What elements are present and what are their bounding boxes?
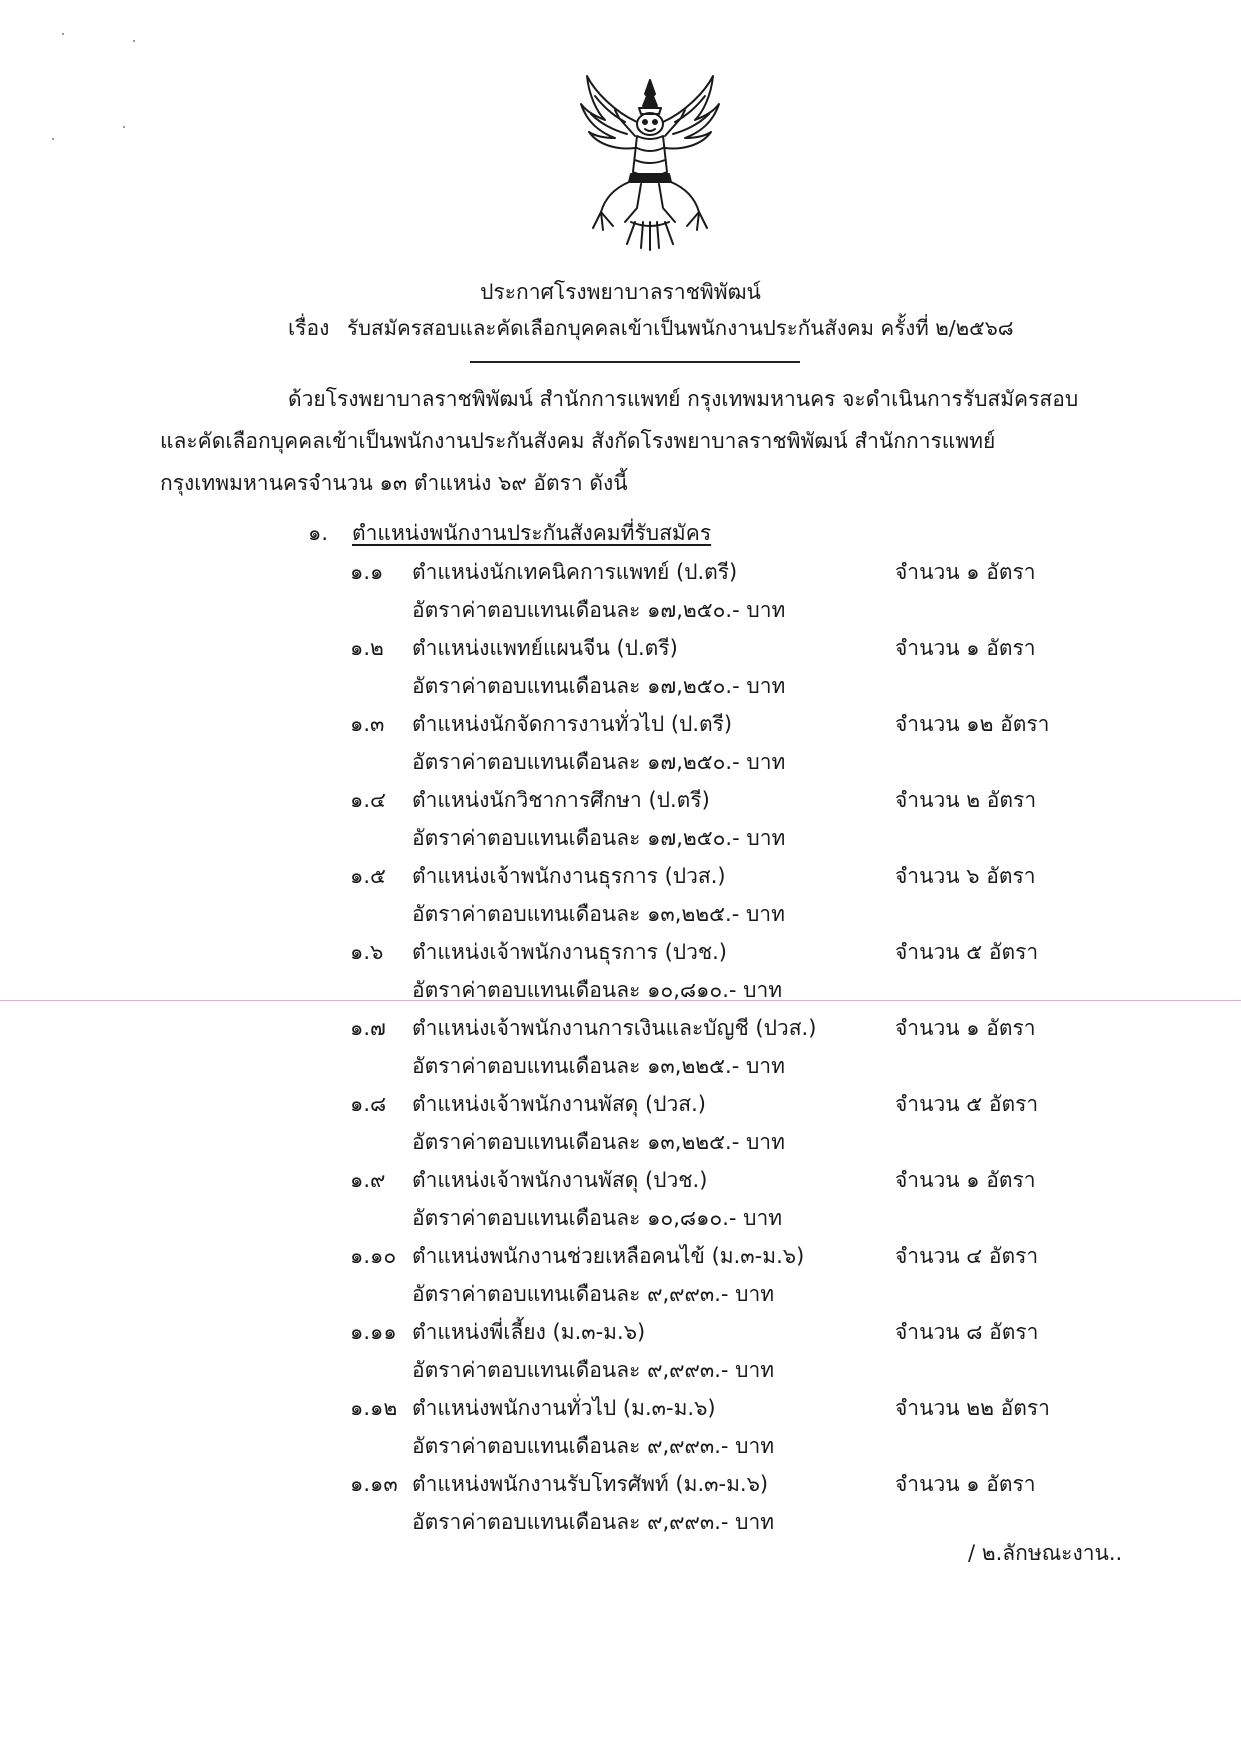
position-count: จำนวน ๖ อัตรา [895, 864, 1036, 888]
position-count: จำนวน ๒ อัตรา [895, 788, 1037, 812]
position-count: จำนวน ๒๒ อัตรา [895, 1396, 1050, 1420]
scan-speck [133, 40, 135, 42]
position-number: ๑.๕ [350, 864, 386, 888]
position-title: ตำแหน่งนักจัดการงานทั่วไป (ป.ตรี) [412, 712, 733, 736]
page-continuation: / ๒.ลักษณะงาน.. [968, 1541, 1123, 1565]
position-number: ๑.๑ [350, 560, 384, 584]
position-title: ตำแหน่งพี่เลี้ยง (ม.๓-ม.๖) [412, 1320, 646, 1344]
position-number: ๑.๗ [350, 1016, 386, 1040]
position-count: จำนวน ๔ อัตรา [895, 1244, 1039, 1268]
position-number: ๑.๒ [350, 636, 384, 660]
position-salary: อัตราค่าตอบแทนเดือนละ ๑๗,๒๕๐.- บาท [412, 826, 786, 850]
position-title: ตำแหน่งนักเทคนิคการแพทย์ (ป.ตรี) [412, 560, 738, 584]
position-count: จำนวน ๕ อัตรา [895, 940, 1039, 964]
position-salary: อัตราค่าตอบแทนเดือนละ ๑๗,๒๕๐.- บาท [412, 598, 786, 622]
position-salary: อัตราค่าตอบแทนเดือนละ ๑๓,๒๒๕.- บาท [412, 1130, 785, 1154]
position-salary: อัตราค่าตอบแทนเดือนละ ๑๗,๒๕๐.- บาท [412, 674, 786, 698]
position-number: ๑.๖ [350, 940, 384, 964]
position-count: จำนวน ๑ อัตรา [895, 1472, 1036, 1496]
position-title: ตำแหน่งพนักงานทั่วไป (ม.๓-ม.๖) [412, 1396, 716, 1420]
position-salary: อัตราค่าตอบแทนเดือนละ ๑๗,๒๕๐.- บาท [412, 750, 786, 774]
position-number: ๑.๑๓ [350, 1472, 398, 1496]
scan-speck [62, 33, 64, 35]
scan-speck [52, 138, 54, 140]
position-salary: อัตราค่าตอบแทนเดือนละ ๙,๙๙๓.- บาท [412, 1282, 775, 1306]
intro-line-3: กรุงเทพมหานครจำนวน ๑๓ ตำแหน่ง ๖๙ อัตรา ดังนี้ [160, 471, 628, 495]
position-title: ตำแหน่งเจ้าพนักงานพัสดุ (ปวช.) [412, 1168, 708, 1192]
position-count: จำนวน ๑๒ อัตรา [895, 712, 1050, 736]
position-count: จำนวน ๑ อัตรา [895, 1168, 1036, 1192]
position-salary: อัตราค่าตอบแทนเดือนละ ๑๐,๘๑๐.- บาท [412, 1206, 783, 1230]
position-number: ๑.๘ [350, 1092, 387, 1116]
subject-text: รับสมัครสอบและคัดเลือกบุคคลเข้าเป็นพนักงานประกันสังคม ครั้งที่ ๒/๒๕๖๘ [347, 316, 1014, 340]
position-salary: อัตราค่าตอบแทนเดือนละ ๑๓,๒๒๕.- บาท [412, 902, 785, 926]
position-salary: อัตราค่าตอบแทนเดือนละ ๑๓,๒๒๕.- บาท [412, 1054, 785, 1078]
position-count: จำนวน ๕ อัตรา [895, 1092, 1039, 1116]
garuda-emblem-icon [575, 72, 725, 252]
position-title: ตำแหน่งพนักงานช่วยเหลือคนไข้ (ม.๓-ม.๖) [412, 1244, 805, 1268]
scan-line-artifact [0, 1000, 1241, 1001]
position-salary: อัตราค่าตอบแทนเดือนละ ๙,๙๙๓.- บาท [412, 1434, 775, 1458]
scan-speck [123, 126, 125, 128]
position-salary: อัตราค่าตอบแทนเดือนละ ๑๐,๘๑๐.- บาท [412, 978, 783, 1002]
position-number: ๑.๑๑ [350, 1320, 397, 1344]
title-divider [470, 361, 800, 363]
announcement-title: ประกาศโรงพยาบาลราชพิพัฒน์ [480, 280, 761, 304]
position-salary: อัตราค่าตอบแทนเดือนละ ๙,๙๙๓.- บาท [412, 1510, 775, 1534]
section-number: ๑. [308, 521, 329, 545]
position-title: ตำแหน่งแพทย์แผนจีน (ป.ตรี) [412, 636, 678, 660]
section-title: ตำแหน่งพนักงานประกันสังคมที่รับสมัคร [352, 521, 712, 545]
position-count: จำนวน ๑ อัตรา [895, 636, 1036, 660]
position-title: ตำแหน่งเจ้าพนักงานการเงินและบัญชี (ปวส.) [412, 1016, 817, 1040]
position-number: ๑.๔ [350, 788, 386, 812]
position-number: ๑.๑๐ [350, 1244, 397, 1268]
position-salary: อัตราค่าตอบแทนเดือนละ ๙,๙๙๓.- บาท [412, 1358, 775, 1382]
position-number: ๑.๙ [350, 1168, 386, 1192]
intro-line-2: และคัดเลือกบุคคลเข้าเป็นพนักงานประกันสังคม สังกัดโรงพยาบาลราชพิพัฒน์ สำนักการแพทย์ [160, 429, 996, 453]
position-title: ตำแหน่งเจ้าพนักงานธุรการ (ปวส.) [412, 864, 726, 888]
position-title: ตำแหน่งนักวิชาการศึกษา (ป.ตรี) [412, 788, 710, 812]
position-title: ตำแหน่งเจ้าพนักงานธุรการ (ปวช.) [412, 940, 727, 964]
position-title: ตำแหน่งเจ้าพนักงานพัสดุ (ปวส.) [412, 1092, 706, 1116]
position-number: ๑.๓ [350, 712, 385, 736]
position-count: จำนวน ๘ อัตรา [895, 1320, 1039, 1344]
position-number: ๑.๑๒ [350, 1396, 398, 1420]
intro-line-1: ด้วยโรงพยาบาลราชพิพัฒน์ สำนักการแพทย์ กรุงเทพมหานคร จะดำเนินการรับสมัครสอบ [288, 387, 1079, 411]
position-count: จำนวน ๑ อัตรา [895, 1016, 1036, 1040]
subject-prefix: เรื่อง [288, 316, 330, 340]
position-count: จำนวน ๑ อัตรา [895, 560, 1036, 584]
position-title: ตำแหน่งพนักงานรับโทรศัพท์ (ม.๓-ม.๖) [412, 1472, 769, 1496]
